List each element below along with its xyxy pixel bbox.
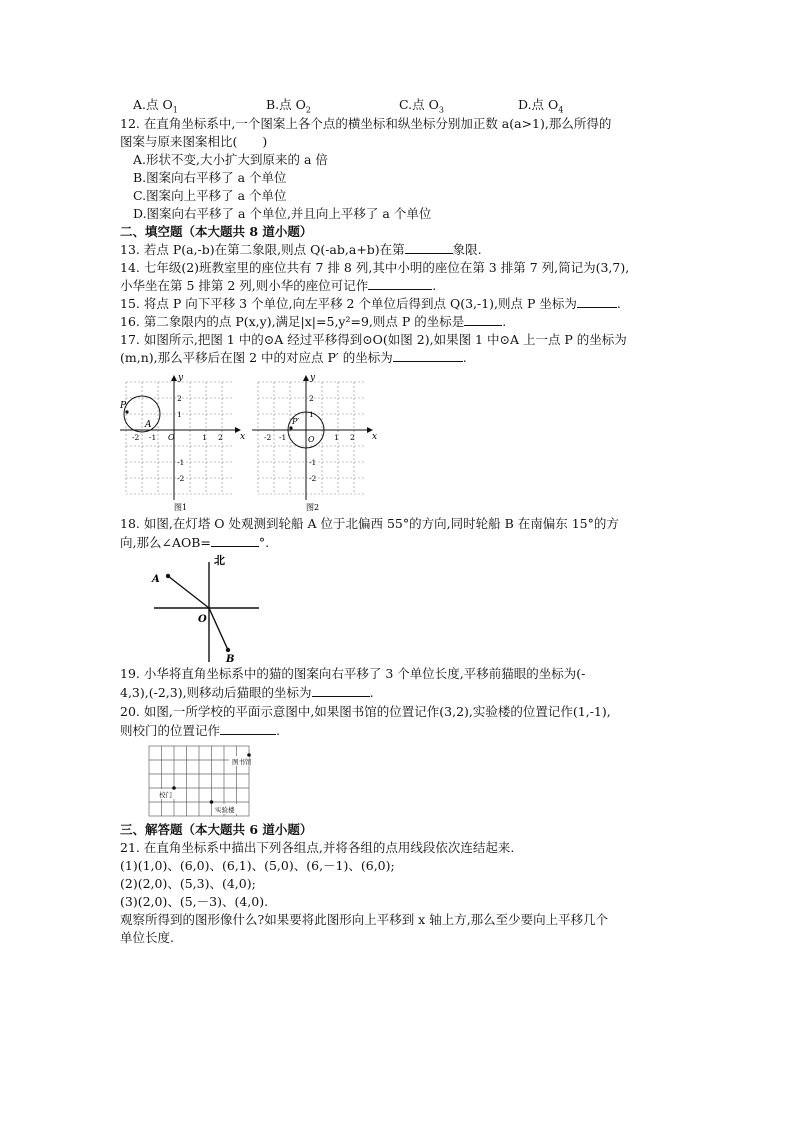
q16-text: 16. 第二象限内的点 P(x,y),满足|x|=5,y²=9,则点 P 的坐标是 — [120, 314, 465, 329]
fig17-grid2-x-label: x — [372, 432, 378, 442]
q14-line1: 14. 七年级(2)班教室里的座位共有 7 排 8 列,其中小明的座位在第 3 排第 7 列,简记为(3,7), — [120, 260, 630, 275]
q11-option-d-sub: 4 — [558, 105, 564, 115]
q18-line2-text: 向,那么∠AOB= — [120, 535, 211, 550]
q13-blank — [405, 241, 453, 254]
fig18-label-o: O — [198, 614, 207, 625]
q20-end: . — [276, 723, 280, 738]
q11-option-c-sub: 3 — [438, 105, 444, 115]
fig18-ray-ob — [209, 608, 228, 650]
q11-option-b-text: B.点 O — [266, 97, 306, 112]
fig17-grid1-xtick-1: 1 — [202, 433, 207, 442]
fig17-grid1-xtick-neg2: -2 — [132, 433, 140, 442]
fig20-lab-dot — [210, 800, 214, 804]
q15-blank — [577, 295, 617, 308]
q19-end: . — [369, 685, 374, 700]
q14-end: . — [432, 278, 437, 293]
q11-option-d-text: D.点 O — [518, 97, 559, 112]
fig17-grid2 — [252, 373, 377, 512]
q14-line2 — [120, 277, 436, 295]
fig17-label-p: P — [120, 401, 127, 411]
fig17-grid1-ytick-neg1: -1 — [177, 458, 185, 467]
q21-group3: (3)(2,0)、(5,－3)、(4,0). — [120, 894, 269, 909]
fig17-grid2-ytick-1: 1 — [309, 410, 314, 419]
q19-blank — [312, 684, 370, 697]
q19-line1: 19. 小华将直角坐标系中的猫的图案向右平移了 3 个单位长度,平移前猫眼的坐标为(- — [120, 666, 586, 681]
q13 — [120, 241, 482, 259]
fig17-grid1-ytick-neg2: -2 — [177, 474, 185, 483]
q14-line2-text: 小华坐在第 5 排第 2 列,则小华的座位可记作 — [120, 278, 369, 293]
q18-blank — [211, 534, 259, 547]
fig17-grid2-ytick-neg2: -2 — [309, 474, 317, 483]
q17-blank — [393, 349, 463, 362]
q20-line1: 20. 如图,一所学校的平面示意图中,如果图书馆的位置记作(3,2),实验楼的位置记作(1,-1), — [120, 704, 611, 719]
q18-line2-end: °. — [258, 535, 270, 550]
q16-end: . — [502, 314, 507, 329]
fig17-point-p-prime-dot — [289, 426, 292, 429]
fig17-grid1-xtick-neg1: -1 — [149, 433, 157, 442]
q17-end: . — [462, 350, 467, 365]
q20-figure — [145, 742, 253, 820]
fig17-grid2-ytick-neg1: -1 — [309, 458, 317, 467]
q12-option-d: D.图案向右平移了 a 个单位,并且向上平移了 a 个单位 — [133, 206, 432, 221]
q17-figure — [118, 372, 390, 514]
fig18-point-b-dot — [226, 648, 230, 652]
q18-line2 — [120, 534, 269, 552]
q19-line2 — [120, 684, 374, 702]
fig17-grid1-origin: O — [168, 433, 175, 442]
q18-figure — [144, 552, 264, 664]
fig20-library-dot — [247, 753, 251, 757]
q15-end: . — [616, 296, 621, 311]
q11-option-c-text: C.点 O — [399, 97, 439, 112]
fig17-grid2-xtick-2: 2 — [350, 433, 355, 442]
fig17-grid2-y-label: y — [310, 373, 316, 383]
q13-text-b: 象限. — [452, 242, 482, 257]
fig17-grid2-origin: O — [308, 435, 315, 444]
q17-line2 — [120, 349, 467, 367]
fig17-grid1 — [119, 373, 245, 512]
fig17-grid1-y-label: y — [178, 373, 184, 383]
q14-blank — [368, 277, 432, 290]
fig18-ray-oa — [168, 576, 209, 608]
fig20-library-label: 图书馆 — [232, 758, 252, 766]
q12-option-c: C.图案向上平移了 a 个单位 — [133, 188, 287, 203]
q15 — [120, 295, 621, 313]
q11-option-a-sub: 1 — [172, 105, 178, 115]
fig17-grid2-xtick-1: 1 — [334, 433, 339, 442]
q12-option-a: A.形状不变,大小扩大到原来的 a 倍 — [133, 152, 328, 167]
section3-title: 三、解答题（本大题共 6 道小题） — [120, 822, 313, 837]
q16 — [120, 313, 506, 331]
fig17-grid2-ytick-2: 2 — [309, 394, 314, 403]
q12-stem-line1: 12. 在直角坐标系中,一个图案上各个点的横坐标和纵坐标分别加正数 a(a>1),那么所得的 — [120, 116, 612, 131]
fig18-north-label: 北 — [214, 554, 225, 567]
q17-line2-text: (m,n),那么平移后在图 2 中的对应点 P′ 的坐标为 — [120, 350, 393, 365]
q20-blank — [220, 722, 276, 735]
q13-text-a: 13. 若点 P(a,-b)在第二象限,则点 Q(-ab,a+b)在第 — [120, 242, 405, 257]
fig17-label-a: A — [145, 420, 152, 430]
q11-option-b-sub: 2 — [305, 105, 311, 115]
q21-group2: (2)(2,0)、(5,3)、(4,0); — [120, 876, 256, 891]
fig18-label-a: A — [152, 574, 160, 585]
fig17-grid1-xtick-2: 2 — [218, 433, 223, 442]
q21-question-line2: 单位长度. — [120, 930, 174, 945]
q11-option-a-text: A.点 O — [133, 97, 173, 112]
fig17-grid1-ytick-2: 2 — [177, 394, 182, 403]
fig20-gate-dot — [172, 786, 176, 790]
fig18-point-a-dot — [166, 574, 170, 578]
q21-group1: (1)(1,0)、(6,0)、(6,1)、(5,0)、(6,－1)、(6,0); — [120, 858, 395, 873]
fig17-grid1-x-label: x — [240, 432, 246, 442]
fig17-caption2: 图2 — [306, 503, 320, 512]
section2-title: 二、填空题（本大题共 8 道小题） — [120, 224, 313, 239]
q17-line1: 17. 如图所示,把图 1 中的⊙A 经过平移得到⊙O(如图 2),如果图 1 中⊙A 上一点 P 的坐标为 — [120, 332, 627, 347]
fig17-label-p-prime: P′ — [292, 417, 300, 426]
fig17-grid1-ytick-1: 1 — [177, 410, 182, 419]
fig20-gate-label: 校门 — [159, 791, 172, 799]
q16-blank — [464, 313, 502, 326]
q20-line2-text: 则校门的位置记作 — [120, 723, 221, 738]
q21-line1: 21. 在直角坐标系中描出下列各组点,并将各组的点用线段依次连结起来. — [120, 840, 515, 855]
q20-line2 — [120, 722, 280, 740]
fig17-grid2-xtick-neg2: -2 — [264, 433, 272, 442]
fig17-grid2-xtick-neg1: -1 — [279, 433, 287, 442]
q12-stem-line2: 图案与原来图案相比( ) — [120, 134, 268, 149]
fig18-label-b: B — [226, 654, 235, 664]
q21-question-line1: 观察所得到的图形像什么?如果要将此图形向上平移到 x 轴上方,那么至少要向上平移几个 — [120, 912, 609, 927]
q15-text: 15. 将点 P 向下平移 3 个单位,向左平移 2 个单位后得到点 Q(3,-1),则点 P 坐标为 — [120, 296, 577, 311]
q19-line2-text: 4,3),(-2,3),则移动后猫眼的坐标为 — [120, 685, 312, 700]
q18-line1: 18. 如图,在灯塔 O 处观测到轮船 A 位于北偏西 55°的方向,同时轮船 B 在南偏东 15°的方 — [120, 516, 619, 531]
fig17-caption1: 图1 — [174, 503, 188, 512]
q12-option-b: B.图案向右平移了 a 个单位 — [133, 170, 287, 185]
fig20-lab-label: 实验楼 — [215, 806, 235, 814]
